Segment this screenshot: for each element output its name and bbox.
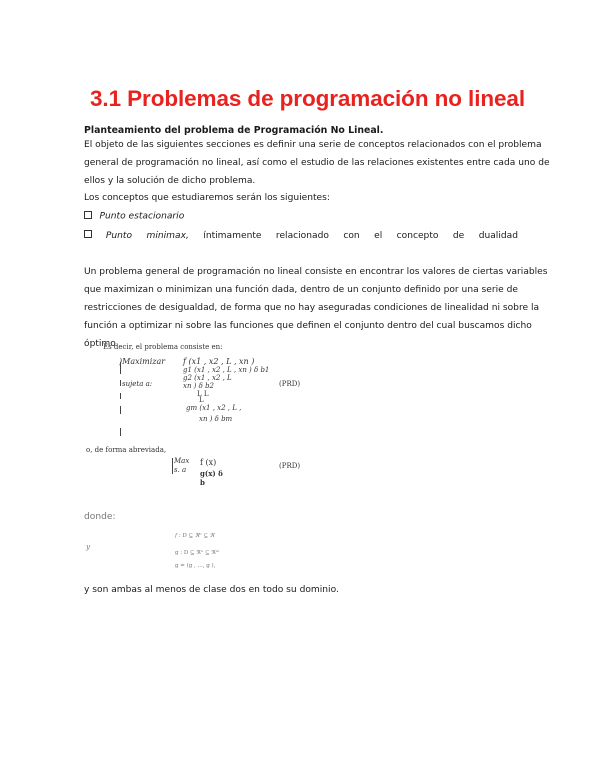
max-label: Max [174, 457, 190, 465]
bullet-word: íntimamente [203, 230, 262, 241]
intro-paragraph [84, 136, 550, 190]
closing-sentence: y son ambas al menos de clase dos en todo su dominio. [84, 585, 339, 595]
prd-label: (PRD) [279, 462, 301, 470]
concepts-intro: Los conceptos que estudiaremos serán los siguientes: [84, 193, 330, 203]
bullet-word: con [343, 230, 360, 241]
constraint-1: g1 (x1 , x2 , L , xn ) δ b1 [183, 366, 270, 374]
brace-stroke [120, 428, 121, 436]
section-subheading: Planteamiento del problema de Programación No Lineal. [84, 125, 384, 136]
bullet-text: Punto estacionario [99, 211, 185, 222]
definition-g: g : D ⊆ ℜⁿ ⊆ ℜᵐ [175, 550, 220, 556]
ellipsis-row: L L [197, 390, 209, 398]
ellipsis-row-2: L [199, 396, 204, 404]
bullet-word: el [374, 230, 383, 241]
page-title: 3.1 Problemas de programación no lineal [90, 86, 525, 111]
problem-paragraph [84, 263, 548, 353]
intro-line-3: ellos y la solución de dicho problema. [84, 176, 256, 186]
brace-stroke [172, 458, 173, 474]
abbrev-constraint: g(x) δ [200, 469, 223, 478]
constraint-2b: xn ) δ b2 [183, 382, 215, 390]
bullet-box-icon [84, 211, 92, 219]
problem-line-2: que maximizan o minimizan una función dada, dentro de un conjunto definido por una serie de [84, 285, 518, 295]
bullet-word: Punto [105, 230, 133, 241]
definition-g-components: g = (g , ..., g ), [175, 563, 216, 569]
brace-stroke [120, 380, 121, 386]
brace-stroke [120, 393, 121, 399]
subject-to-label: sujeta a: [122, 380, 153, 388]
y-label: y [86, 543, 90, 551]
bullet-item-1 [84, 211, 518, 222]
donde-label: donde: [84, 512, 116, 522]
abbrev-rhs: b [200, 478, 205, 487]
problem-line-1: Un problema general de programación no lineal consiste en encontrar los valores de ciertas variables [84, 267, 548, 277]
constraint-m-b: xn ) δ bm [199, 415, 233, 423]
intro-line-2: general de programación no lineal, así como el estudio de las relaciones existentes entre cada uno de [84, 158, 550, 168]
bullet-word: relacionado [275, 230, 329, 241]
bullet-item-2 [84, 230, 518, 241]
figure-caption: Es decir, el problema consiste en: [103, 343, 223, 351]
maximize-label: )Maximizar [119, 357, 166, 366]
brace-stroke [120, 362, 121, 374]
problem-line-4: función a optimizar ni sobre las funciones que definen el conjunto dentro del cual buscamos dicho [84, 321, 532, 331]
constraint-m-a: gm (x1 , x2 , L , [186, 404, 242, 412]
brace-stroke [120, 406, 121, 414]
objective-function: f (x1 , x2 , L , xn ) [183, 357, 255, 366]
definition-f: f : D ⊆ ℜⁿ ⊆ ℜ [175, 533, 215, 539]
abbrev-objective: f (x) [200, 458, 217, 467]
prd-label: (PRD) [279, 380, 301, 388]
bullet-word: dualidad [478, 230, 518, 241]
bullet-word: concepto [396, 230, 439, 241]
intro-line-1: El objeto de las siguientes secciones es definir una serie de conceptos relacionados con el problema [84, 140, 542, 150]
bullet-box-icon [84, 230, 92, 238]
problem-line-3: restricciones de desigualdad, de forma que no hay aseguradas condiciones de linealidad ni sobre la [84, 303, 540, 313]
sa-label: s. a [174, 466, 187, 474]
bullet-word: minimax, [146, 230, 189, 241]
bullet-word: de [452, 230, 465, 241]
abbreviated-caption: o, de forma abreviada, [86, 446, 167, 454]
problem-line-5: óptimo. [84, 339, 119, 349]
constraint-2a: g2 (x1 , x2 , L [183, 374, 232, 382]
